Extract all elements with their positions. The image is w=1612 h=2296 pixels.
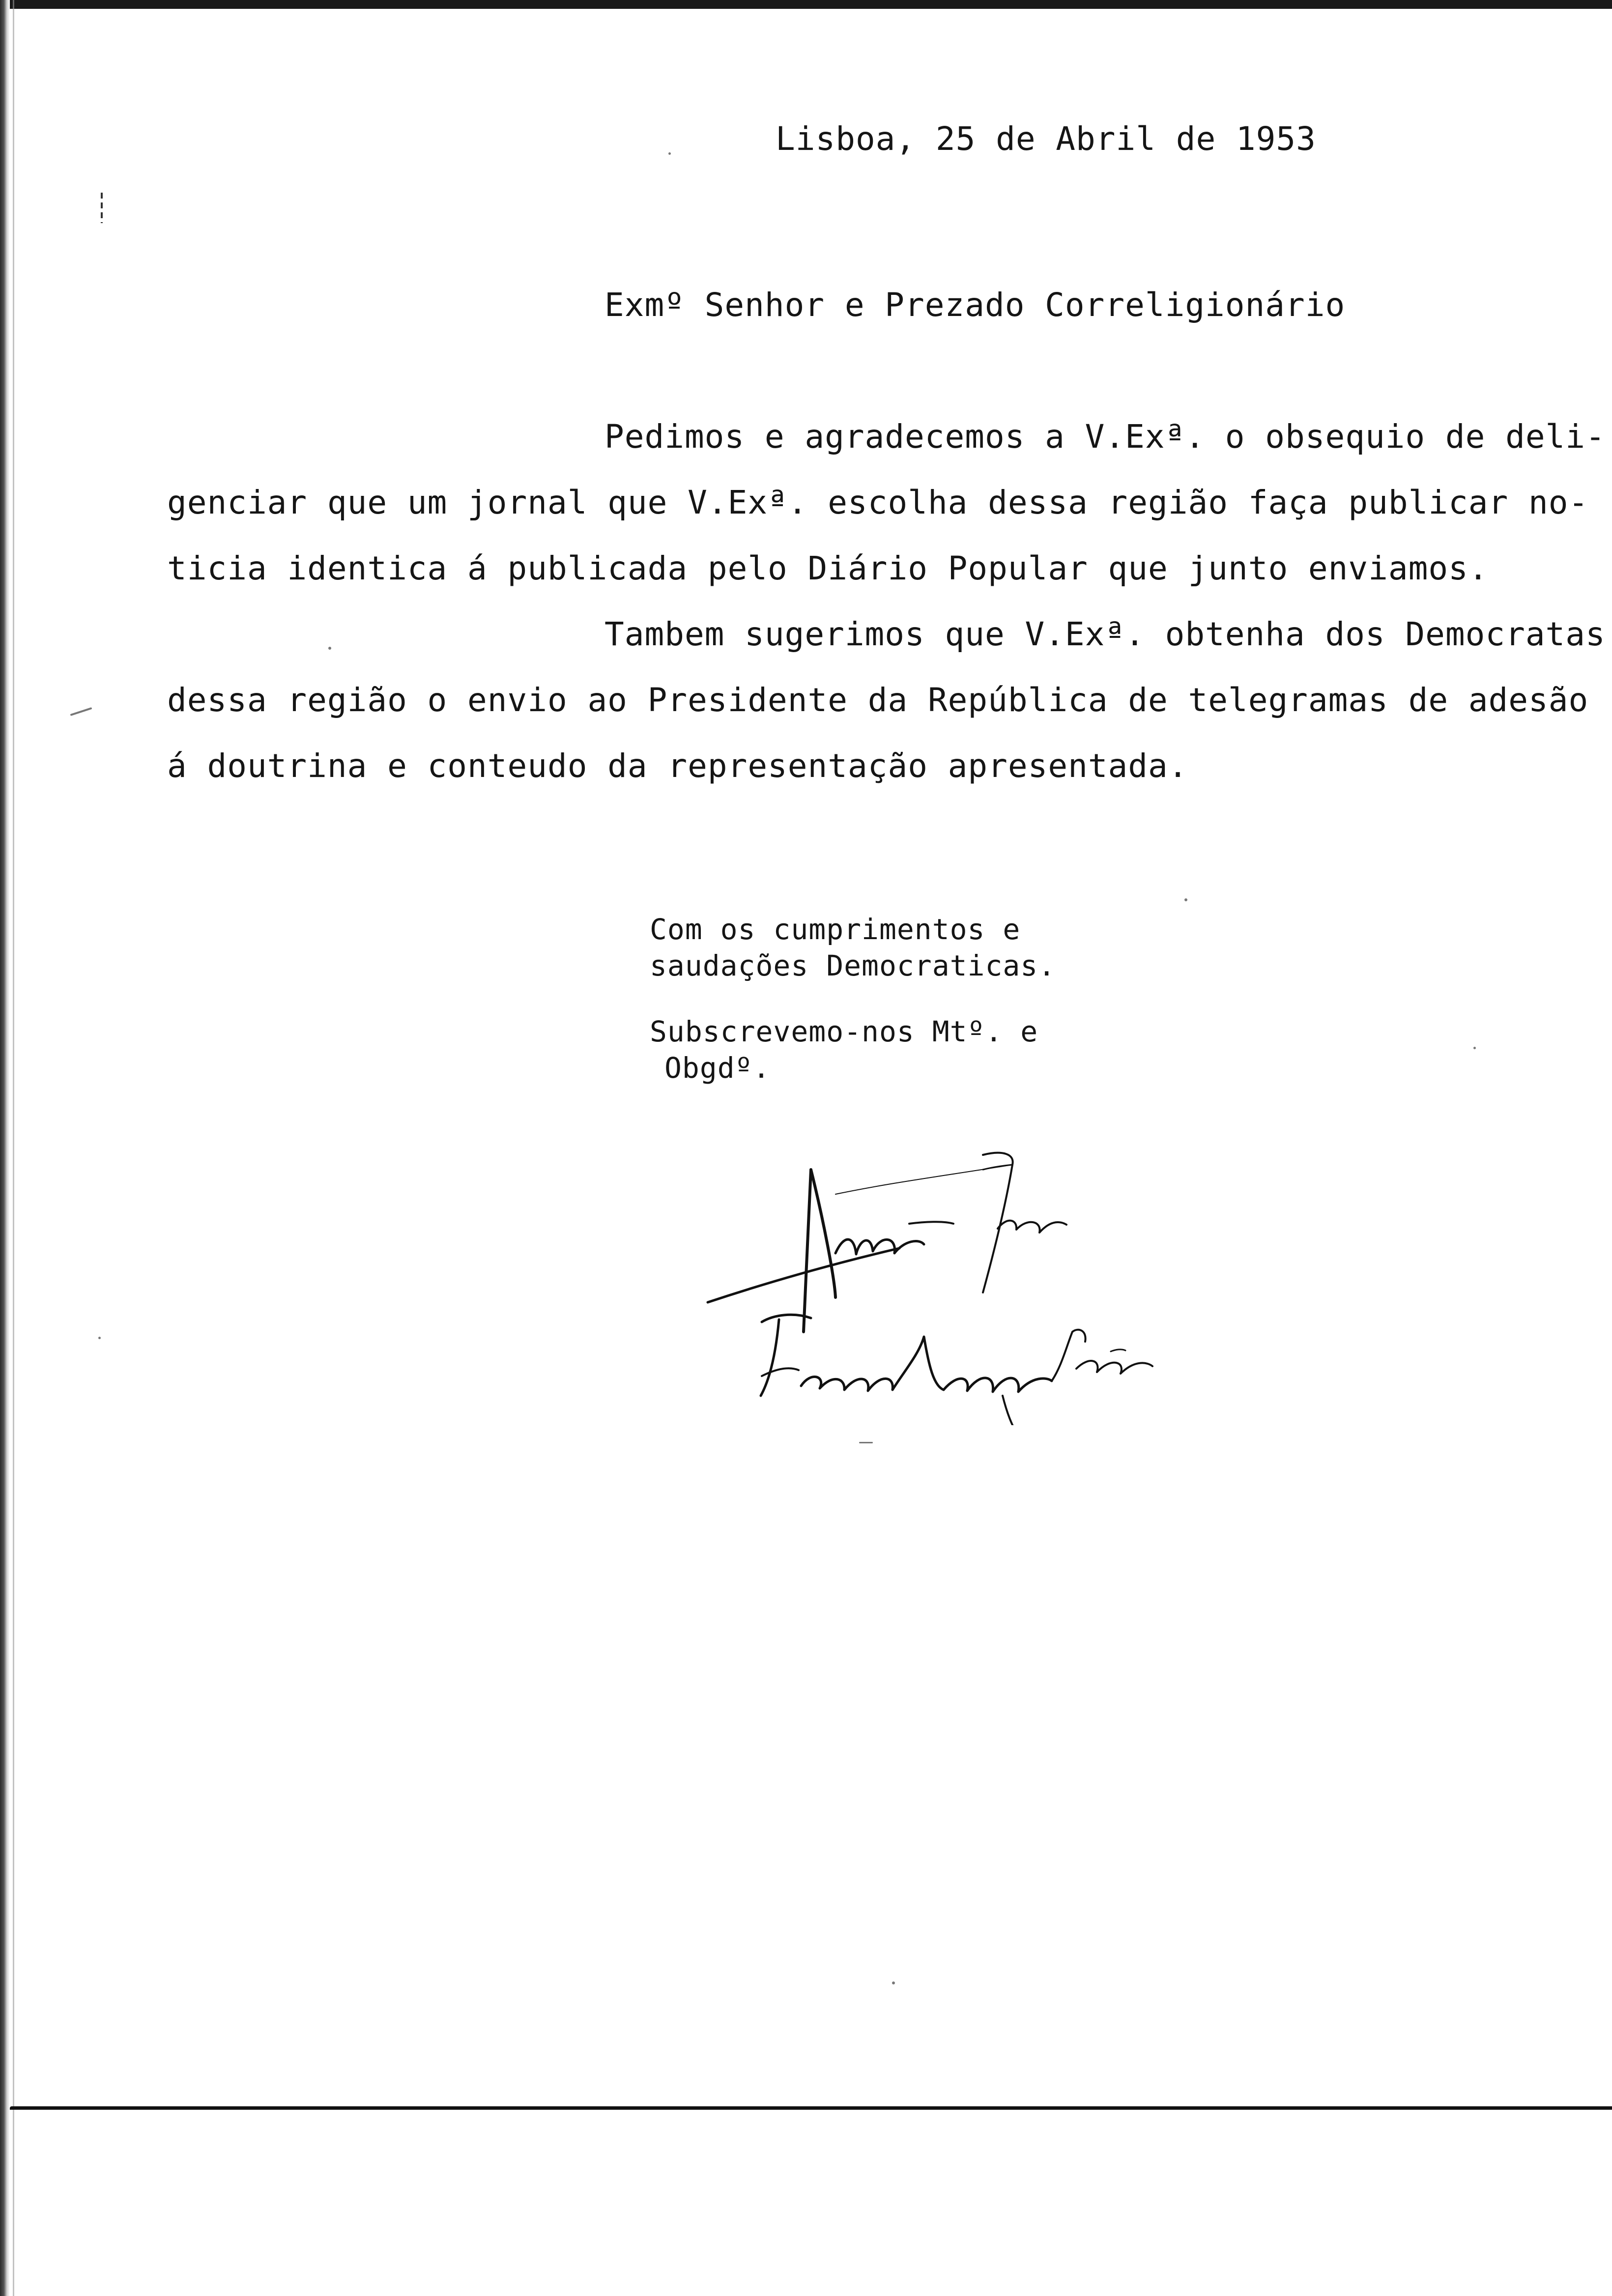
- paragraph-1-line-2: genciar que um jornal que V.Exª. escolha dessa região faça publicar no-: [167, 484, 1589, 521]
- closing-line-1: Com os cumprimentos e: [650, 913, 1021, 946]
- scan-fold-line: [10, 2106, 1612, 2110]
- paper-speck: [98, 1337, 101, 1339]
- paper-speck: [328, 647, 331, 650]
- paper-speck: [70, 707, 92, 716]
- paragraph-2-line-3: á doutrina e conteudo da representação apresentada.: [167, 747, 1188, 785]
- paragraph-1-line-1: Pedimos e agradecemos a V.Exª. o obsequio de deli-: [604, 418, 1606, 456]
- paper-speck: [1184, 898, 1187, 901]
- paragraph-2-line-2: dessa região o envio ao Presidente da República de telegramas de adesão: [167, 681, 1589, 719]
- paragraph-1-line-3: ticia identica á publicada pelo Diário Popular que junto enviamos.: [167, 549, 1489, 587]
- salutation: Exmº Senhor e Prezado Correligionário: [604, 286, 1346, 324]
- closing-line-3: Subscrevemo-nos Mtº. e: [650, 1015, 1038, 1048]
- scan-edge-left-shadow: [13, 0, 14, 2296]
- paper-speck: [668, 152, 671, 155]
- handwritten-signatures: [688, 1120, 1337, 1425]
- scan-edge-left: [0, 0, 10, 2296]
- place-date: Lisboa, 25 de Abril de 1953: [776, 120, 1316, 158]
- paper-speck: [859, 1442, 873, 1443]
- closing-line-4: Obgdº.: [664, 1051, 771, 1085]
- paragraph-2-line-1: Tambem sugerimos que V.Exª. obtenha dos Democratas: [604, 615, 1606, 653]
- paper-speck: [892, 1981, 895, 1984]
- margin-mark: [101, 193, 103, 223]
- closing-line-2: saudações Democraticas.: [650, 949, 1056, 982]
- paper-speck: [1473, 1047, 1476, 1049]
- scan-edge-top: [0, 0, 1612, 9]
